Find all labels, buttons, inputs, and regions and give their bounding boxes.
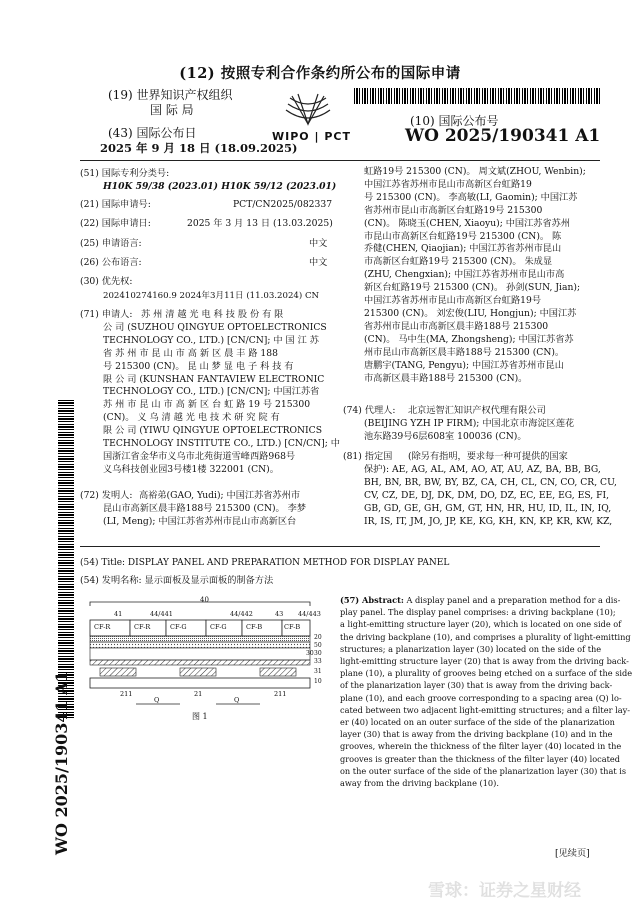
- agent-label: (74) 代理人:: [343, 405, 396, 416]
- inventor-line: 虹路19号 215300 (CN)。 周文斌(ZHOU, Wenbin);: [364, 166, 586, 177]
- agent-line: 池东路39号6层608室 100036 (CN)。: [364, 430, 527, 442]
- abstract-block: [340, 594, 633, 789]
- designated-states-block: [364, 451, 617, 528]
- inventor-line: 州市昆山市高新区晨丰路188号 215300 (CN)。: [364, 346, 565, 358]
- applicant-line: TECHNOLOGY CO., LTD.) [CN/CN]; 中 国 江 苏: [103, 334, 319, 346]
- applicant-line: TECHNOLOGY CO., LTD.) [CN/CN]; 中国江苏省: [103, 386, 320, 398]
- inventor-line: 昆山市高新区晨丰路188号 215300 (CN)。 李梦: [103, 502, 307, 514]
- applicant-line: 苏 州 市 昆 山 市 高 新 区 台 虹 路 19 号 215300: [103, 399, 311, 411]
- header-rule: [80, 160, 600, 161]
- continued-note: [见续页]: [555, 848, 590, 859]
- designated-states-line: CV, CZ, DE, DJ, DK, DM, DO, DZ, EC, EE, EG, ES, FI,: [364, 489, 610, 501]
- abstract-label: (57) Abstract:: [340, 595, 404, 605]
- designated-states-line: IR, IS, IT, JM, JO, JP, KE, KG, KH, KN, KP, KR, KW, KZ,: [364, 515, 613, 527]
- abstract-line: er (40) located on an outer surface of the side of the planarization: [340, 717, 615, 728]
- inventor-line: 215300 (CN)。 刘宏俊(LIU, Hongjun); 中国江苏: [364, 307, 577, 319]
- section-rule: [80, 546, 600, 547]
- ipc-label: (51) 国际专利分类号:: [80, 168, 170, 179]
- figure-label: 33: [314, 658, 322, 665]
- planarization-layer: [90, 648, 310, 660]
- inventor-line: 市高新区台虹路19号 215300 (CN)。 朱成显: [364, 256, 553, 268]
- filing-date: 2025 年 3 月 13 日 (13.03.2025): [187, 218, 333, 229]
- figure-label: 10: [314, 678, 322, 685]
- abstract-line: a light-emitting structure layer (20), which is located on one side of: [340, 619, 622, 630]
- invention-title-en: (54) Title: DISPLAY PANEL AND PREPARATION METHOD FOR DISPLAY PANEL: [80, 558, 450, 568]
- inventor-line: (ZHU, Chengxian); 中国江苏省苏州市昆山市高: [364, 269, 565, 281]
- inventor-line: 乔健(CHEN, Qiaojian); 中国江苏省苏州市昆山: [364, 243, 562, 255]
- driving-backplane: [90, 678, 310, 688]
- pub-number: WO 2025/190341 A1: [405, 126, 601, 146]
- designated-states-line: BH, BN, BR, BW, BY, BZ, CA, CH, CL, CN, CO, CR, CU,: [364, 476, 617, 488]
- inventor-line: (CN)。 陈晓玉(CHEN, Xiaoyu); 中国江苏省苏州: [364, 217, 571, 229]
- pub-date: 2025 年 9 月 18 日 (18.09.2025): [100, 141, 298, 155]
- invention-title-zh: (54) 发明名称: 显示面板及显示面板的制备方法: [80, 575, 274, 586]
- light-emitting-structure: [100, 668, 136, 676]
- abstract-line: structures; a planarization layer (30) located on the side of the: [340, 643, 602, 654]
- office-name: 国 际 局: [150, 103, 194, 117]
- abstract-line: away from the driving backplane (10).: [340, 778, 499, 789]
- inventor-line: 高裕弟(GAO, Yudi); 中国江苏省苏州市: [139, 490, 301, 501]
- designated-states-line: 保护): AE, AG, AL, AM, AO, AT, AU, AZ, BA, BB, BG,: [364, 463, 601, 475]
- priority-label: (30) 优先权:: [80, 276, 133, 287]
- figure-label: 41: [114, 610, 123, 618]
- applicant-line: TECHNOLOGY INSTITUTE CO., LTD.) [CN/CN]; 中: [103, 438, 340, 450]
- figure-label: 44/443: [298, 610, 321, 618]
- layer-20: [90, 636, 310, 642]
- inventor-line: 唐鹏宇(TANG, Pengyu); 中国江苏省苏州市昆山: [364, 359, 564, 371]
- barcode: [354, 88, 600, 104]
- filter-label: CF-G: [210, 623, 227, 631]
- applicant-line: 义乌科技创业园3号楼1楼 322001 (CN)。: [103, 463, 279, 475]
- inventor-line: (CN)。 马中生(MA, Zhongsheng); 中国江苏省苏: [364, 333, 574, 345]
- figure-label: 30: [314, 650, 322, 657]
- figure-label: 21: [194, 690, 203, 698]
- inventor-line: (LI, Meng); 中国江苏省苏州市昆山市高新区台: [103, 515, 297, 527]
- pub-date-label: (43) 国际公布日: [108, 126, 197, 140]
- abstract-line: on the outer surface of the side of the planarization layer (30) that is: [340, 765, 627, 776]
- agent-line: (BEIJING YZH IP FIRM); 中国北京市海淀区莲花: [364, 417, 575, 429]
- abstract-line: light-emitting structure layer (20) that is away from the driving back-: [340, 656, 629, 667]
- abstract-line: layer (30) that is away from the driving backplane (10) and in the: [340, 729, 613, 740]
- figure-label: 44/441: [150, 610, 173, 618]
- abstract-line: cated between two adjacent light-emitting structures; and a filter lay-: [340, 704, 630, 715]
- applicant-line: 号 215300 (CN)。 昆 山 梦 显 电 子 科 技 有: [103, 360, 294, 372]
- pub-number-label: (10) 国际公布号: [410, 114, 499, 128]
- abstract-line: grooves is greater than the thickness of the filter layer (40) located: [340, 753, 621, 764]
- application-number-label: (21) 国际申请号:: [80, 199, 151, 210]
- publication-language-label: (26) 公布语言:: [80, 257, 142, 268]
- inventor-line: 中国江苏省苏州市昆山市高新区台虹路19: [364, 178, 532, 190]
- inventor-line: 市昆山市高新区台虹路19号 215300 (CN)。 陈: [364, 230, 562, 242]
- agent-block: [364, 405, 600, 444]
- figure-caption: 图 1: [192, 712, 208, 721]
- figure-label: 44/442: [230, 610, 253, 618]
- wipo-emblem-icon: [268, 90, 348, 130]
- agent-line: 北京远智汇知识产权代理有限公司: [408, 405, 546, 416]
- filter-label: CF-B: [284, 623, 301, 631]
- layer-33: [90, 660, 310, 665]
- designated-states-line: GB, GD, GE, GH, GM, GT, HN, HR, HU, ID, IL, IN, IQ,: [364, 502, 612, 514]
- inventor-line: 省苏州市昆山市高新区晨丰路188号 215300: [364, 320, 549, 332]
- applicant-line: 公 司 (SUZHOU QINGYUE OPTOELECTRONICS: [103, 321, 327, 333]
- filter-label: CF-R: [94, 623, 111, 631]
- applicant-label: (71) 申请人:: [80, 309, 133, 320]
- wipo-pct-text: WIPO | PCT: [272, 130, 351, 143]
- filter-label: CF-B: [246, 623, 263, 631]
- applicant-block: [103, 309, 338, 477]
- filter-label: CF-G: [170, 623, 187, 631]
- figure-label: 40: [200, 596, 209, 604]
- ipc-value: H10K 59/38 (2023.01) H10K 59/12 (2023.01): [103, 181, 337, 192]
- abstract-line: plane (10), a plurality of grooves being etched on a surface of the side: [340, 668, 633, 679]
- abstract-line: plane (10), and each groove corresponding to a spacing area (Q) lo-: [340, 692, 622, 703]
- figure-label: 31: [314, 668, 322, 675]
- abstract-line: the driving backplane (10), and comprises a plurality of light-emitting: [340, 631, 631, 642]
- application-number: PCT/CN2025/082337: [233, 199, 333, 210]
- light-emitting-structure: [180, 668, 216, 676]
- priority-value: 202410274160.9 2024年3月11日 (11.03.2024) CN: [103, 291, 320, 301]
- applicant-line: 苏 州 清 越 光 电 科 技 股 份 有 限: [141, 309, 284, 320]
- wipo-logo: [268, 90, 351, 146]
- watermark: [428, 876, 581, 901]
- inventor-line: 中国江苏省苏州市昆山市高新区台虹路19号: [364, 295, 542, 307]
- publication-language: 中文: [309, 257, 328, 268]
- light-emitting-structure: [260, 668, 296, 676]
- applicant-line: 省 苏 州 市 昆 山 市 高 新 区 晨 丰 路 188: [103, 347, 278, 359]
- inventor-line: 市高新区晨丰路188号 215300 (CN)。: [364, 372, 528, 384]
- organization-name: (19) 世界知识产权组织: [108, 88, 233, 102]
- abstract-line: A display panel and a preparation method for a dis-: [406, 595, 621, 605]
- figure-label: Q: [234, 696, 240, 704]
- applicant-line: 国浙江省金华市义乌市北苑街道雪峰西路968号: [103, 450, 296, 462]
- applicant-line: (CN)。 义 乌 清 越 光 电 技 术 研 究 院 有: [103, 412, 280, 424]
- filing-language-label: (25) 申请语言:: [80, 238, 142, 249]
- abstract-line: grooves, wherein the thickness of the filter layer (40) located in the: [340, 741, 622, 752]
- inventor-line: 省苏州市昆山市高新区台虹路19号 215300: [364, 204, 543, 216]
- figure-label: 30: [306, 650, 314, 657]
- watermark-text: 雪球：证券之星财经: [428, 881, 581, 901]
- filing-language: 中文: [309, 238, 328, 249]
- inventor-line: 新区台虹路19号 215300 (CN)。 孙剑(SUN, Jian);: [364, 282, 581, 294]
- side-pub-number: WO 2025/190341 A1: [52, 671, 71, 855]
- figure-label: 211: [274, 690, 287, 698]
- figure-label: 43: [275, 610, 284, 618]
- figure-1: [80, 592, 330, 727]
- inventor-block: [103, 490, 338, 529]
- layer-50: [90, 642, 310, 648]
- applicant-line: 限 公 司 (YIWU QINGYUE OPTOELECTRONICS: [103, 425, 323, 437]
- applicant-line: 限 公 司 (KUNSHAN FANTAVIEW ELECTRONIC: [103, 373, 325, 385]
- designated-states-label: (81) 指定国: [343, 451, 393, 462]
- abstract-line: of the planarization layer (30) that is away from the driving back-: [340, 680, 613, 691]
- inventor-label: (72) 发明人:: [80, 490, 133, 501]
- figure-label: 50: [314, 642, 322, 649]
- inventor-line: 号 215300 (CN)。 李高敏(LI, Gaomin); 中国江苏: [364, 191, 578, 203]
- inventor-continued-block: [364, 166, 600, 385]
- abstract-line: play panel. The display panel comprises: a driving backplane (10);: [340, 607, 616, 618]
- figure-label: 211: [120, 690, 133, 698]
- figure-label: Q: [154, 696, 160, 704]
- designated-states-line: (除另有指明，要求每一种可提供的国家: [408, 451, 568, 462]
- document-kind-title: (12) 按照专利合作条约所公布的国际申请: [179, 65, 461, 82]
- filter-label: CF-R: [134, 623, 151, 631]
- filing-date-label: (22) 国际申请日:: [80, 218, 151, 229]
- figure-label: 20: [314, 634, 322, 641]
